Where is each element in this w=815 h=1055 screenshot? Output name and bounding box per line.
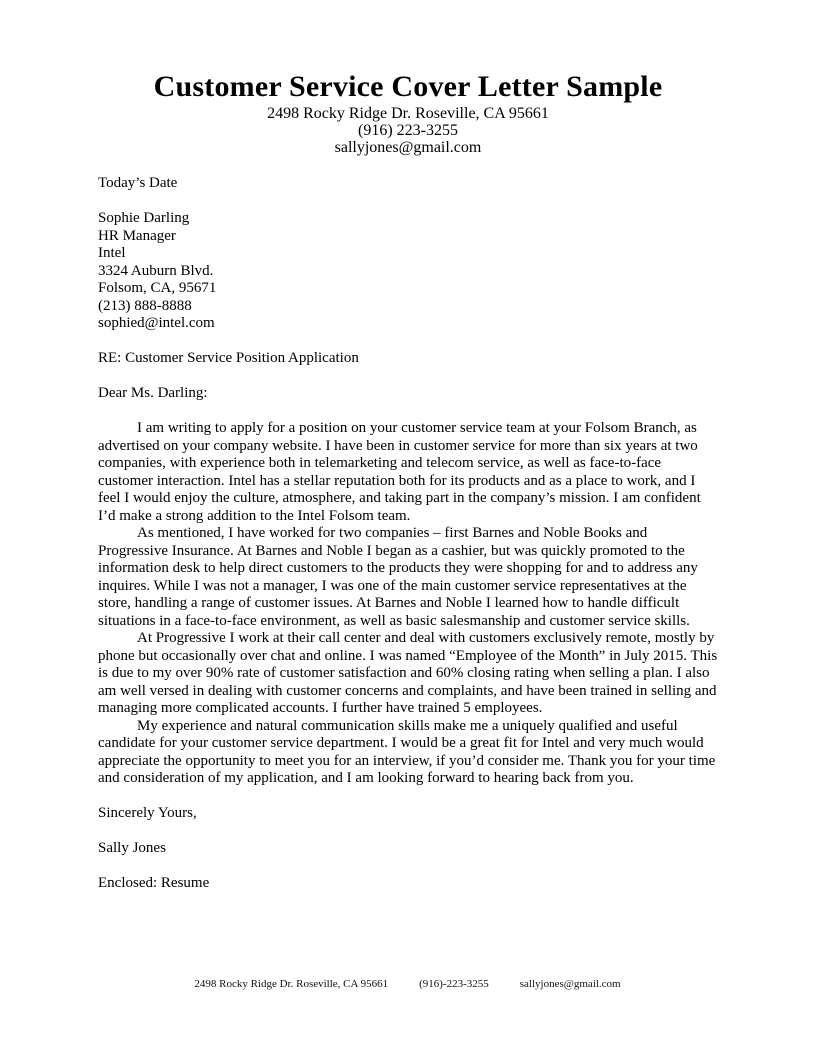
letter-body: [98, 420, 718, 788]
page-title: Customer Service Cover Letter Sample: [153, 70, 663, 103]
footer-address: 2498 Rocky Ridge Dr. Roseville, CA 95661: [194, 978, 389, 990]
sender-phone: (916) 223-3255: [358, 122, 458, 139]
date-line: Today’s Date: [98, 175, 178, 191]
salutation: Dear Ms. Darling:: [98, 385, 208, 401]
recipient-block: [98, 210, 718, 333]
footer-email: sallyjones@gmail.com: [519, 978, 621, 990]
sender-contact-block: [98, 105, 718, 156]
body-paragraph: My experience and natural communication skills make me a uniquely qualified and useful candidate for your customer service department. I would be a great fit for Intel and very much would appreciate the opportunity to meet you for an interview, if you’d consider me. Thank you for your time and consideration of my application, and I am looking forward to hearing back from you.: [98, 717, 716, 786]
sender-address: 2498 Rocky Ridge Dr. Roseville, CA 95661: [267, 105, 549, 122]
recipient-street: 3324 Auburn Blvd.: [98, 262, 214, 279]
recipient-job-title: HR Manager: [98, 227, 176, 244]
enclosure-note: Enclosed: Resume: [98, 875, 210, 891]
recipient-name: Sophie Darling: [98, 210, 190, 226]
closing: Sincerely Yours,: [98, 805, 197, 821]
body-paragraph: As mentioned, I have worked for two companies – first Barnes and Noble Books and Progressive Insurance. At Barnes and Noble I began as a cashier, but was quickly promoted to the information desk to help direct customers to the products they were shopping for and to address any inquires. While I was not a manager, I was one of the main customer service representatives at the store, handling a range of customer issues. At Barnes and Noble I learned how to handle difficult situations in a face-to-face environment, as well as basic salesmanship and customer service skills.: [98, 525, 698, 629]
recipient-company: Intel: [98, 245, 126, 261]
sender-email: sallyjones@gmail.com: [334, 139, 482, 156]
footer-phone: (916)-223-3255: [419, 978, 489, 990]
recipient-email: sophied@intel.com: [98, 315, 215, 331]
body-paragraph: At Progressive I work at their call center and deal with customers exclusively remote, mostly by phone but occasionally over chat and online. I was named “Employee of the Month” in July 2015. This is due to my over 90% rate of customer satisfaction and 60% closing rating when selling a plan. I also am well versed in dealing with customer concerns and complaints, and have been trained in selling and managing more complicated accounts. I further have trained 5 employees.: [98, 630, 718, 716]
body-paragraph: I am writing to apply for a position on your customer service team at your Folsom Branch, as advertised on your company website. I have been in customer service for more than six years at two companies, with experience both in telemarketing and telecom service, as well as face-to-face customer interaction. Intel has a stellar reputation both for its products and as a place to work, and I feel I would enjoy the culture, atmosphere, and taking part in the company’s mission. I am confident I’d make a strong addition to the Intel Folsom team.: [98, 420, 701, 524]
recipient-phone: (213) 888-8888: [98, 297, 192, 314]
subject-line: RE: Customer Service Position Application: [98, 350, 359, 366]
page-footer: [0, 978, 815, 991]
letter-content: [98, 69, 718, 893]
signature-name: Sally Jones: [98, 840, 166, 856]
recipient-city-state-zip: Folsom, CA, 95671: [98, 280, 217, 296]
